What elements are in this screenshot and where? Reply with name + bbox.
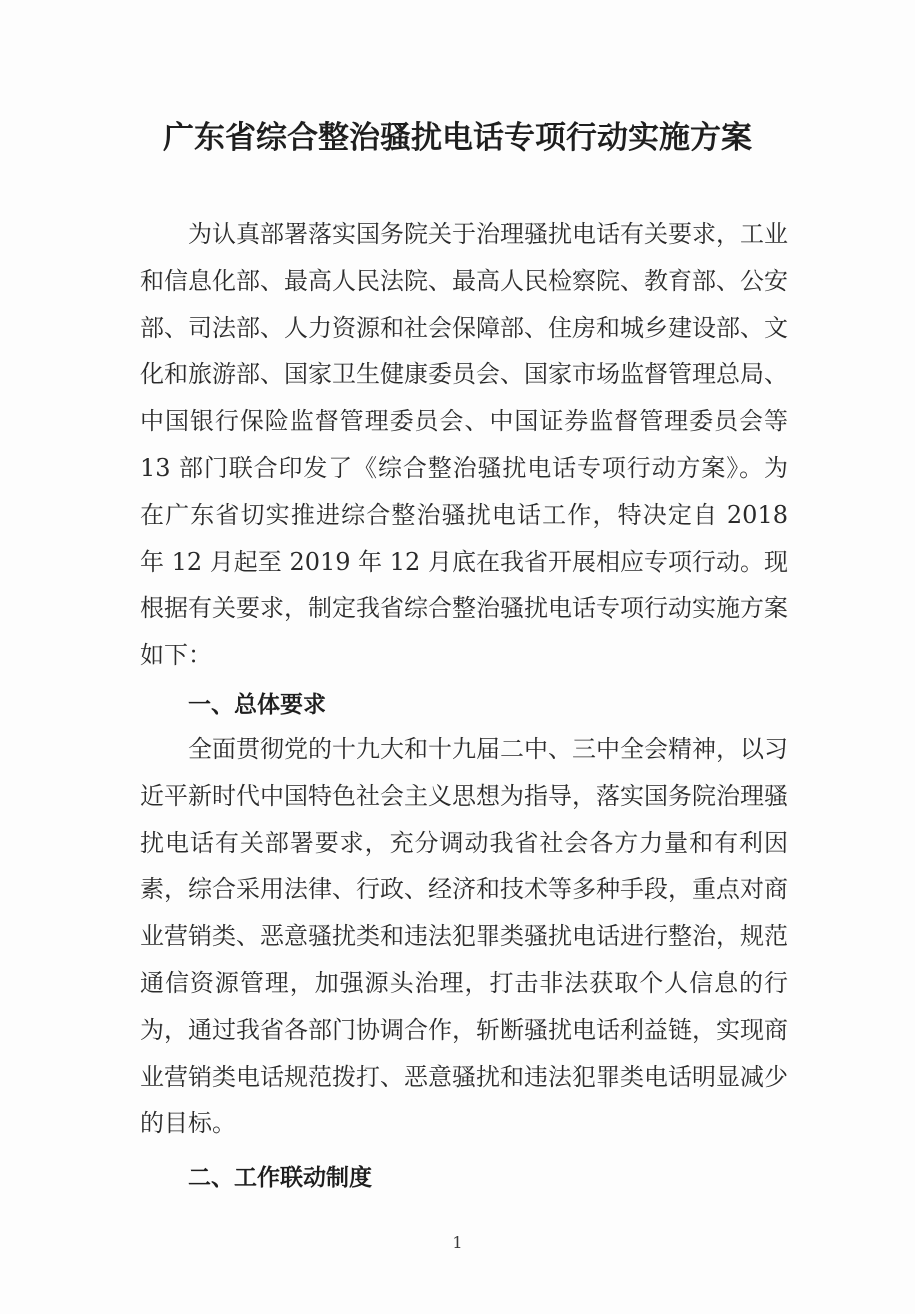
intro-paragraph: 为认真部署落实国务院关于治理骚扰电话有关要求，工业和信息化部、最高人民法院、最高人民检察院、教育部、公安部、司法部、人力资源和社会保障部、住房和城乡建设部、文化和旅游部、国家卫生健康委员会、国家市场监督管理总局、中国银行保险监督管理委员会、中国证券监督管理委员会等 13 部门联合印发了《综合整治骚扰电话专项行动方案》。为在广东省切实推进综合整治骚扰电话工作，特决定自 2018 年 12 月起至 2019 年 12 月底在我省开展相应专项行动。现根据有关要求，制定我省综合整治骚扰电话专项行动实施方案如下： xyxy=(140,220,788,670)
section-paragraph-general-requirements: 全面贯彻党的十九大和十九届二中、三中全会精神，以习近平新时代中国特色社会主义思想为指导，落实国务院治理骚扰电话有关部署要求，充分调动我省社会各方力量和有利因素，综合采用法律、行政、经济和技术等多种手段，重点对商业营销类、恶意骚扰类和违法犯罪类骚扰电话进行整治，规范通信资源管理，加强源头治理，打击非法获取个人信息的行为，通过我省各部门协调合作，斩断骚扰电话利益链，实现商业营销类电话规范拨打、恶意骚扰和违法犯罪类电话明显减少的目标。 xyxy=(140,735,788,1138)
document-title: 广东省综合整治骚扰电话专项行动实施方案 xyxy=(163,120,752,156)
section-heading-work-linkage-system: 二、工作联动制度 xyxy=(188,1165,372,1191)
section-heading-general-requirements: 一、总体要求 xyxy=(188,692,326,718)
page-number: 1 xyxy=(452,1233,463,1252)
